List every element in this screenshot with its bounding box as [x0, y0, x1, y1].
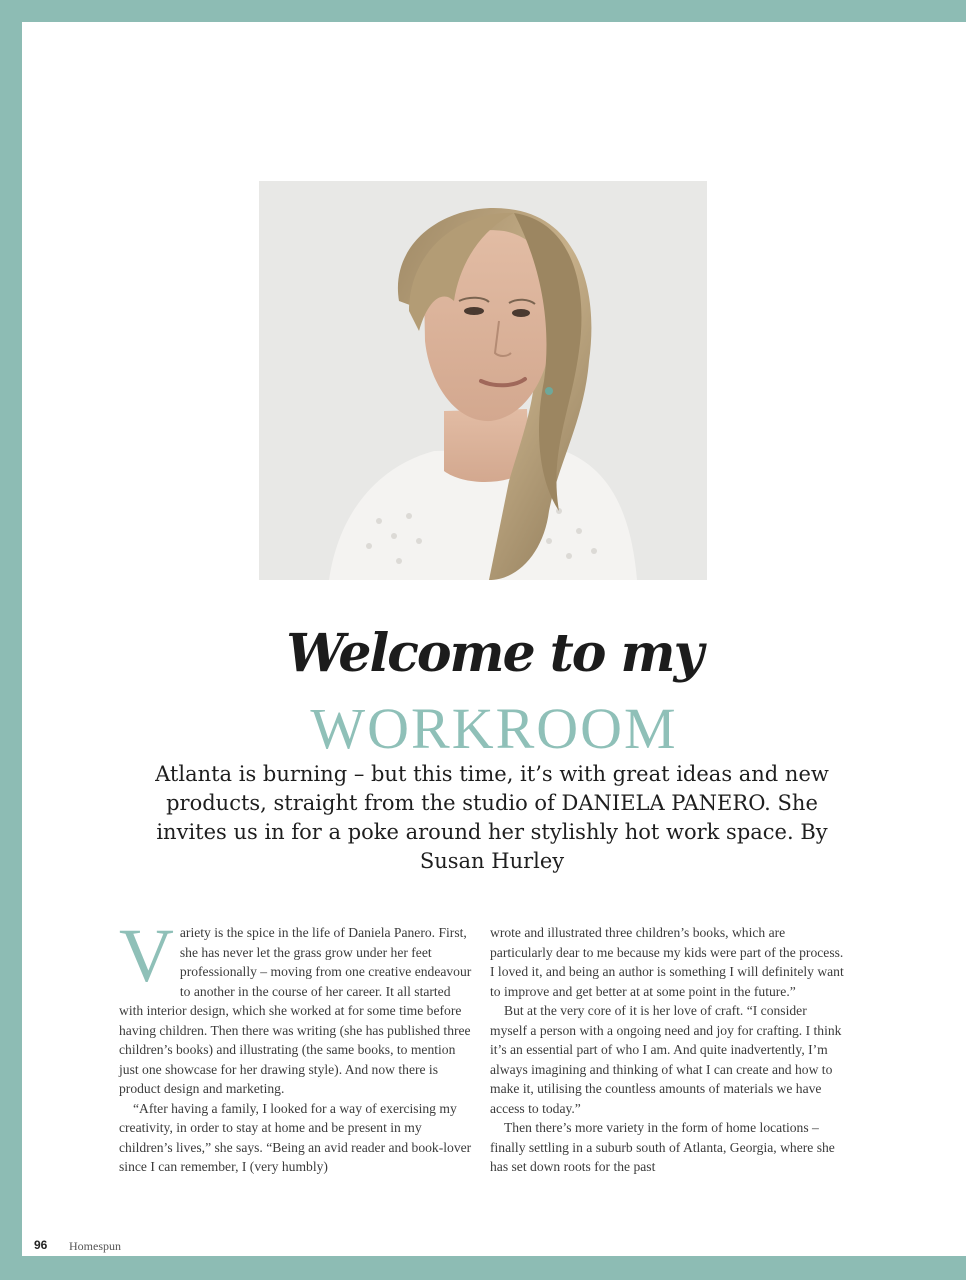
- magazine-name: Homespun: [69, 1239, 121, 1253]
- article-paragraph: Then there’s more variety in the form of home locations – finally settling in a suburb south of Atlanta, Georgia, where she has set down roots for the past: [490, 1120, 835, 1174]
- heading-script: Welcome to my: [286, 623, 702, 684]
- standfirst: Atlanta is burning – but this time, it’s with great ideas and new products, straight from the studio of DANIELA PANERO. She invites us in for a poke around her stylishly hot work space. By Susan Hurley: [155, 762, 829, 873]
- paragraph-text: ariety is the spice in the life of Daniela Panero. First, she has never let the grass grow under her feet professionally – moving from one creative endeavour to another in the course of her career. It all started with interior design, which she worked at for some time before having children. Then there was writing (she has published three children’s books) and illustrating (the same books, to mention just one showcase for her drawing style). And now there is product design and marketing.: [119, 925, 472, 1096]
- portrait-illustration: [259, 181, 707, 580]
- drop-cap: V: [119, 914, 174, 998]
- portrait-photo: [259, 181, 707, 580]
- page-number: 96: [34, 1238, 48, 1252]
- article-column-right: [490, 923, 846, 1177]
- magazine-page: [22, 22, 966, 1256]
- heading-title: WORKROOM: [310, 696, 678, 761]
- article-paragraph: [119, 914, 475, 1099]
- article-paragraph: “After having a family, I looked for a way of exercising my creativity, in order to stay at home and be present in my children’s lives,” she says. “Being an avid reader and book-lover since I can remember, I (very humbly): [119, 1100, 472, 1174]
- article-paragraph: But at the very core of it is her love of craft. “I consider myself a person with a ongoing need and joy for crafting. I think it’s an essential part of who I am. And quite inadvertently, I’m always imagining and thinking of what I can create and how to make it, utilising the countless amounts of materials we have access to today.”: [490, 1003, 842, 1116]
- article-paragraph: wrote and illustrated three children’s books, which are particularly dear to me because my kids were part of the process. I loved it, and being an author is something I will definitely want to improve and get better at at some point in the future.”: [490, 925, 844, 999]
- article-column-left: [119, 914, 475, 1177]
